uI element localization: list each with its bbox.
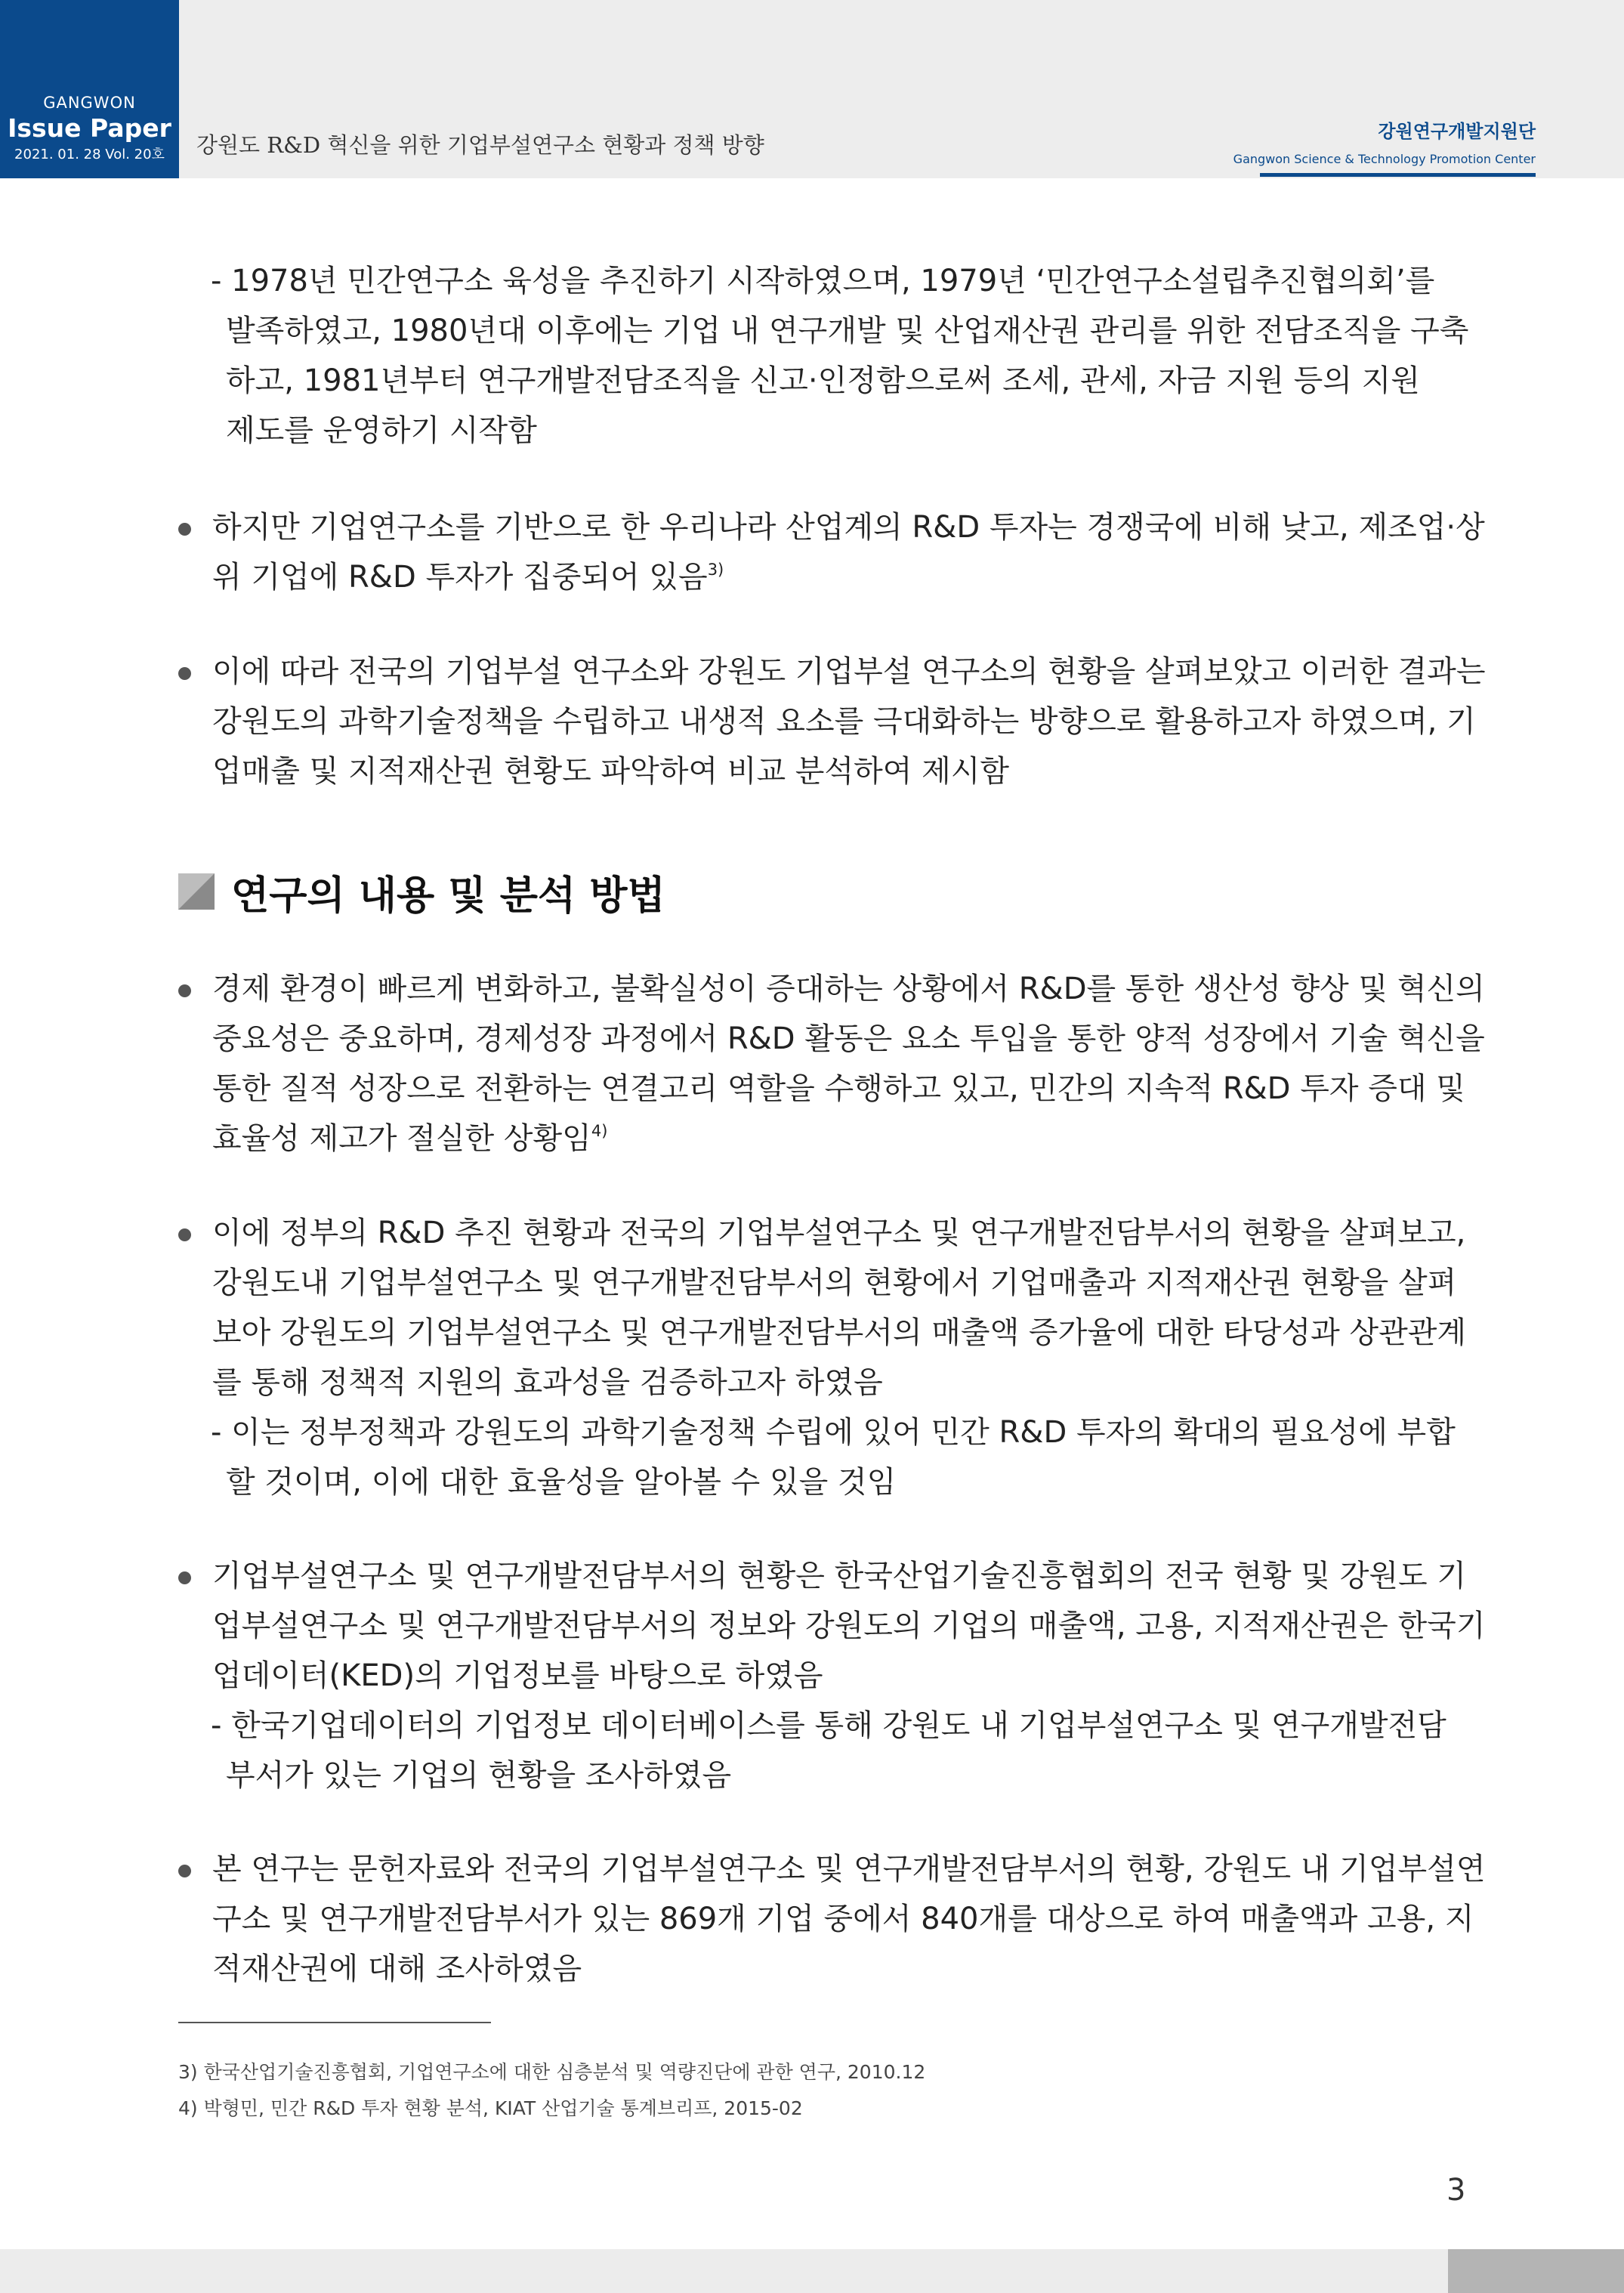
text-line: [212, 552, 1485, 602]
paragraph-rnd-importance: [212, 964, 1485, 1163]
paragraph-history: [211, 256, 1468, 456]
text-line: 중요성은 중요하며, 경제성장 과정에서 R&D 활동은 요소 투입을 통한 양적 성장에서 기술 혁신을: [212, 1021, 1485, 1056]
text-line: 할 것이며, 이에 대한 효율성을 알아볼 수 있을 것임: [226, 1465, 897, 1500]
paragraph-purpose: [212, 647, 1485, 796]
text-line-content: 위 기업에 R&D 투자가 집중되어 있음: [212, 560, 708, 595]
paragraph-research-scope: [212, 1844, 1485, 1994]
bullet-icon: [178, 1228, 191, 1241]
brand-date: 2021. 01. 28 Vol. 20호: [14, 147, 165, 162]
organization-underline: [1260, 173, 1536, 177]
subparagraph-policy-fit: [211, 1408, 1456, 1507]
text-line: 제도를 운영하기 시작함: [226, 413, 537, 448]
text-line: 를 통해 정책적 지원의 효과성을 검증하고자 하였음: [212, 1365, 883, 1400]
footnote-ref-3: 3): [707, 561, 724, 579]
text-line: 이에 따라 전국의 기업부설 연구소와 강원도 기업부설 연구소의 현황을 살펴보았고 이러한 결과는: [212, 654, 1486, 689]
text-line: 기업부설연구소 및 연구개발전담부서의 현황은 한국산업기술진흥협회의 전국 현황 및 강원도 기: [212, 1559, 1467, 1593]
brand-issue-paper: Issue Paper: [8, 113, 171, 143]
brand-block: [0, 0, 179, 178]
footnote-3: 3) 한국산업기술진흥협회, 기업연구소에 대한 심층분석 및 역량진단에 관한 연구, 2010.12: [178, 2061, 926, 2083]
footer-bar: [0, 2249, 1448, 2293]
footnote-divider: [178, 2022, 491, 2023]
text-line: 경제 환경이 빠르게 변화하고, 불확실성이 증대하는 상황에서 R&D를 통한 생산성 향상 및 혁신의: [212, 972, 1485, 1006]
bullet-icon: [178, 667, 191, 680]
text-line-content: 효율성 제고가 절실한 상황임: [212, 1121, 591, 1156]
paragraph-data-source: [212, 1551, 1485, 1701]
section-square-icon: [178, 873, 215, 910]
section-title: 연구의 내용 및 분석 방법: [231, 873, 665, 919]
footnote-4: 4) 박형민, 민간 R&D 투자 현황 분석, KIAT 산업기술 통계브리프, 2015-02: [178, 2097, 803, 2119]
text-line: 적재산권에 대해 조사하였음: [212, 1952, 582, 1986]
text-line: 구소 및 연구개발전담부서가 있는 869개 기업 중에서 840개를 대상으로 하여 매출액과 고용, 지: [212, 1902, 1474, 1936]
text-line: 통한 질적 성장으로 전환하는 연결고리 역할을 수행하고 있고, 민간의 지속적 R&D 투자 증대 및: [212, 1071, 1465, 1106]
text-line: 보아 강원도의 기업부설연구소 및 연구개발전담부서의 매출액 증가율에 대한 타당성과 상관관계: [212, 1315, 1467, 1350]
brand-top-text: GANGWON: [43, 94, 136, 112]
text-line: 강원도의 과학기술정책을 수립하고 내생적 요소를 극대화하는 방향으로 활용하고자 하였으며, 기: [212, 704, 1476, 739]
organization: [1233, 116, 1536, 166]
bullet-icon: [178, 984, 191, 997]
bullet-icon: [178, 523, 191, 536]
text-line: 하고, 1981년부터 연구개발전담조직을 신고·인정함으로써 조세, 관세, 자금 지원 등의 지원: [226, 363, 1420, 398]
footnote-ref-4: 4): [591, 1122, 608, 1140]
subparagraph-database: [211, 1701, 1446, 1800]
document-title: 강원도 R&D 혁신을 위한 기업부설연구소 현황과 정책 방향: [196, 132, 764, 158]
page-header: [0, 0, 1624, 178]
text-line: - 1978년 민간연구소 육성을 추진하기 시작하였으며, 1979년 ‘민간연구소설립추진협의회’를: [211, 264, 1435, 298]
text-line: 업데이터(KED)의 기업정보를 바탕으로 하였음: [212, 1658, 823, 1693]
paragraph-investment: [212, 502, 1485, 602]
text-line: - 한국기업데이터의 기업정보 데이터베이스를 통해 강원도 내 기업부설연구소 및 연구개발전담: [211, 1708, 1446, 1743]
footer-accent: [1448, 2249, 1624, 2293]
text-line: - 이는 정부정책과 강원도의 과학기술정책 수립에 있어 민간 R&D 투자의 확대의 필요성에 부합: [211, 1415, 1456, 1450]
text-line: 업매출 및 지적재산권 현황도 파악하여 비교 분석하여 제시함: [212, 754, 1010, 789]
paragraph-analysis-plan: [212, 1208, 1466, 1408]
text-line: 강원도내 기업부설연구소 및 연구개발전담부서의 현황에서 기업매출과 지적재산권 현황을 살펴: [212, 1265, 1457, 1300]
page-number: 3: [1446, 2173, 1466, 2208]
text-line: 업부설연구소 및 연구개발전담부서의 정보와 강원도의 기업의 매출액, 고용, 지적재산권은 한국기: [212, 1608, 1486, 1643]
text-line: 하지만 기업연구소를 기반으로 한 우리나라 산업계의 R&D 투자는 경쟁국에 비해 낮고, 제조업·상: [212, 510, 1485, 545]
bullet-icon: [178, 1865, 191, 1877]
text-line: 이에 정부의 R&D 추진 현황과 전국의 기업부설연구소 및 연구개발전담부서의 현황을 살펴보고,: [212, 1216, 1466, 1250]
organization-name-english: Gangwon Science & Technology Promotion Center: [1233, 152, 1536, 166]
text-line: 부서가 있는 기업의 현황을 조사하였음: [226, 1758, 732, 1793]
text-line: [212, 1114, 1485, 1163]
text-line: 본 연구는 문헌자료와 전국의 기업부설연구소 및 연구개발전담부서의 현황, 강원도 내 기업부설연: [212, 1852, 1486, 1887]
text-line: 발족하였고, 1980년대 이후에는 기업 내 연구개발 및 산업재산권 관리를 위한 전담조직을 구축: [226, 314, 1469, 348]
organization-name-korean: 강원연구개발지원단: [1378, 121, 1536, 142]
bullet-icon: [178, 1571, 191, 1584]
